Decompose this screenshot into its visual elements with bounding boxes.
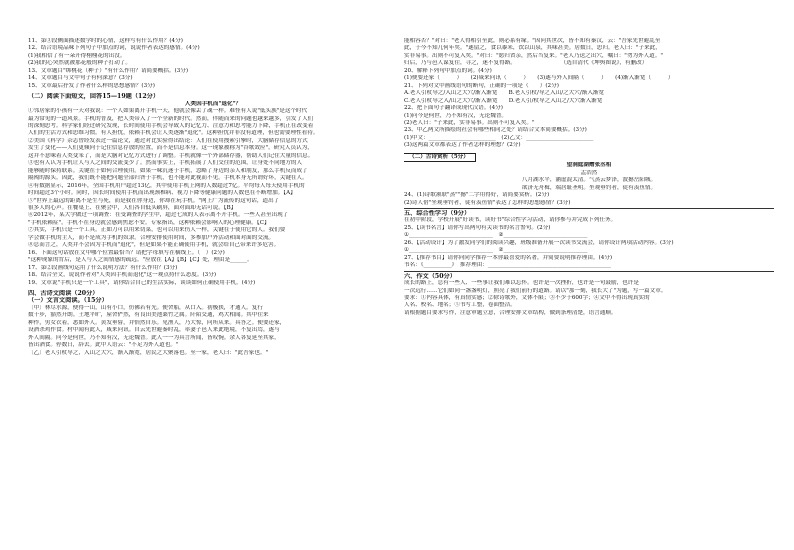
- right-line: (2)诗人借"坐观垂钓者，徒有羡鱼情"表达了怎样的思想感情？(3分): [404, 199, 571, 206]
- left-line: (2)我的心突然就被那花般的种子打动了。: [28, 60, 132, 67]
- left-line: ⑤"世界上最远的距离不是生与死，而是我在你身边，你却在玩手机。"网上广为流传的这句话，道出了: [28, 197, 280, 204]
- right-line: 归后，乃与邑人谋复往，寻之，迷不复得路。 （选自清代《坤舆图说》，有删改）: [404, 60, 648, 67]
- right-line: 五、综合性学习（9分）: [404, 209, 471, 217]
- left-line: ③也有人认为手机让人与人之间的交流变少了。然而事实上，手机拓展了人们交往的范围，让身处不同地方的人: [28, 160, 303, 167]
- left-line: 11、第③段侧面描述数学时的心情，这样写有什么作用？(4分): [28, 38, 183, 44]
- left-line: ②美国《科学》杂志曾经发表过一篇论文，通过对比实验得出结论：人们在使用搜索引擎时，大脑储存信息的方式: [28, 137, 308, 144]
- left-line: 16、下面这句话放在文中哪个位置最恰当？请把字母填写在横线上。（ ）(2分): [28, 249, 225, 256]
- right-line: A.老人引杖导之/入山之大穴/渐入渐宽 B.老人引杖/导之入山/之大穴/渐入渐宽: [404, 90, 605, 97]
- right-line: 一次远行……它们如同一盏盏明灯，照亮了我们前行的道路。请以"那一刻，我长大了"为题，写一篇文章。: [404, 287, 667, 294]
- right-line: (1)便要还家（ ） (2)咸来问讯（ ） (3)遂与外人间隔（ ） (4)渐入渐宽（ ）: [404, 75, 674, 82]
- right-line: 欲济无舟楫，端居耻圣明。坐观垂钓者，徒有羡鱼情。: [521, 184, 657, 191]
- left-line: 数十步，豁然开朗。土地平旷，屋舍俨然，有良田美池桑竹之属。阡陌交通，鸡犬相闻。其中往来: [28, 312, 269, 319]
- right-line: 孟浩然: [580, 169, 598, 176]
- left-line: 隔阂的源头。因此，我们既不能把问题全部归咎于手机，也不能对此视而不见。手机本身无所谓好坏，关键在人。: [28, 175, 308, 182]
- right-line: 成长的路上，总有一些人、一些事让我们难以忘怀。也许是一次挫折，也许是一句鼓励，也许是: [404, 280, 639, 287]
- right-line: 27、【推荐书目】请你向同学推荐一本你最喜爱的名著，并简要说明推荐理由。(4分): [404, 254, 613, 261]
- right-line: 此，于今不知几何年矣。"遂留之，食以黍米，饮以山泉，其味甚美。居数日，思归。老人曰："子来此，: [404, 45, 661, 52]
- right-line: 望洞庭湖赠张丞相: [566, 162, 612, 169]
- left-line: ⑥2012年，某大学做过一项调查：在受调查的学生中，超过七成的人表示离不开手机。一些人甚至出现了: [28, 212, 289, 219]
- left-column: [28, 38, 398, 357]
- right-line: (2)老人曰："子来此，实非易事。出则不可复入矣。": [404, 119, 535, 126]
- left-line: ①邻居家的小孩有一天对我说：一个人如果离开手机一天，他就会像丢了魂一样。难怪有人说"低头族"是这个时代: [28, 108, 308, 115]
- right-line: 六、作文（50分）: [404, 272, 456, 280]
- right-line: 21、下列对文中画线语句的断句，正确的一项是（ ）(2分): [404, 82, 559, 89]
- left-line: （二）阅读下面短文，回答15—19题（12分）: [28, 93, 160, 101]
- left-line: "这种现象的背后，是人与人之间情感的疏远。"应放在【A】【B】【C】处，理由是______。: [28, 257, 253, 264]
- left-line: ⑦其实，手机只是一个工具。正如刀可以用来切菜，也可以用来伤人一样，关键在于使用它的人。我们要: [28, 227, 286, 234]
- right-line: 书名：《__________》 推荐理由：____________________________________________: [404, 262, 611, 269]
- left-line: 学会做手机的主人，而不是成为手机的奴隶。合理安排使用时间，多参加户外活动和面对面的交流。: [28, 234, 275, 241]
- left-line: 最为常见的一道风景。手机的普及，把人类带入了一个全新的时代。然而，伴随而来的问题也越来越多，引发了人们: [28, 115, 314, 122]
- right-line: 22、把下面句子翻译成现代汉语。(4分): [404, 105, 503, 112]
- right-line: ①______________________________ ②______________________________: [404, 232, 588, 239]
- right-column: [404, 38, 774, 317]
- left-line: 人类因手机而"退化"？: [184, 100, 242, 107]
- left-line: 发生了变化——人们更倾向于记住信息存放的位置，而不是信息本身。这一现象被称为"谷歌效应"。研究人员认为，: [28, 145, 313, 152]
- left-line: 能够随时保持联系。关键在于如何合理使用。如果一味沉迷于手机，忽略了身边的亲人和朋友，那么手机反而成了: [28, 167, 308, 174]
- left-line: 人们的生活方式和思维习惯。有人担忧，依赖手机会让人类逐渐"退化"。这种担忧并非没有道理，但也需要理性看待。: [28, 130, 319, 137]
- left-line: 时间超过3个小时。同时，因长时间使用手机而出现颈椎病、视力下降等健康问题的人数也在不断增加。【A】: [28, 190, 296, 197]
- left-line: （一）文言文阅读。（15分）: [28, 297, 108, 305]
- left-line: 19、文章说"手机只是一个工具"，请你结合自己的生活实际，谈谈如何正确使用手机。(4分): [28, 279, 256, 286]
- right-line: (1)甲文：________________________ (2)乙文：________________________: [404, 134, 594, 141]
- left-line: 14、文章题目与文中句子有何深意？(3分): [28, 75, 133, 82]
- left-line: 四、古诗文阅读（20分）: [28, 289, 99, 297]
- right-line: 请根据题目要求写作，注意审题立意，合理安排文章结构，做到条理清楚，语言通顺。: [404, 309, 617, 316]
- right-line: 26、【活动设计】为了激发同学们的阅读兴趣，班级准备开展一次读书交流会，请你设计两项活动内容。(3分): [404, 239, 674, 246]
- right-line: 人名、校名、地名；⑤书写工整，卷面整洁。: [404, 302, 516, 309]
- left-line: 设酒杀鸡作食。村中闻有此人，咸来问讯。自云先世避秦时乱，率妻子邑人来此绝境，不复出焉，遂与: [28, 327, 280, 334]
- right-line: ①______________________________ ②______________________________: [404, 247, 588, 254]
- right-line: 要求：①内容具体，有真情实感；②除诗歌外，文体不限；③不少于600字；④文中不得出现真实的: [404, 294, 650, 301]
- left-line: 13、文章题目"绑桃花（种子）"有什么作用？请简要概括。(3分): [28, 67, 189, 74]
- left-line: "手机依赖症"，手机不在身边就会感到焦虑不安。专家指出，这种依赖会影响人的心理健康。【C】: [28, 219, 270, 226]
- right-line: 八月湖水平，涵虚混太清。气蒸云梦泽，波撼岳阳城。: [521, 177, 657, 184]
- right-line: [404, 153, 774, 162]
- left-line: 〔乙〕老人引杖导之，入山之大穴，渐入渐宽，居民之大聚落也。至一家，老人曰："此吾家也。": [28, 349, 269, 356]
- right-line: 25、【读书名言】请你写出两句有关读书的名言警句。(2分): [404, 224, 551, 231]
- left-line: 15、文章最后抒发了作者什么样的思想感情？(3分): [28, 82, 155, 89]
- left-line: (1)我相信了有一朵开得栩栩花的出没。: [28, 52, 126, 59]
- section-divider: [404, 271, 774, 272]
- left-line: 的深刻思考。科学家们经过研究发现，长时间使用手机会导致人的记忆力、注意力和思考能力下降，手机正在改变着: [28, 122, 314, 129]
- right-line: (3)这两篇文章都表达了作者怎样的理想？(2分): [404, 142, 521, 149]
- left-line: 种作，男女衣着，悉如外人。黄发垂髫，并怡然自乐。见渔人，乃大惊，问所从来。具答之。便要还家，: [28, 319, 286, 326]
- right-line: 能相容否？"对曰："老人得相引至此，则必系有缘。"因问其世次，皆不知有秦汉，云："吾家先世避乱至: [404, 38, 661, 44]
- left-line: 外人间隔。问今是何世，乃不知有汉，无论魏晋。此人一一为具言所闻，皆叹惋。余人各复延至其家，: [28, 334, 280, 341]
- right-line: 在初中阶段，学校开展"好读书，读好书"综合性学习活动，请你参与并完成下列任务。: [404, 217, 617, 224]
- left-line: 18、结合全文，说说作者对"人类因手机而退化"这一观点持什么态度。(3分): [28, 272, 217, 279]
- right-line: C.老人引杖导之入/山之大穴/渐入渐宽 D.老人引/杖导之入山之/大穴渐入渐宽: [404, 97, 603, 104]
- right-line: 24、(1)诗歌颔联"蒸""撼"二字用得好，请简要赏析。(2分): [404, 192, 550, 199]
- left-line: 17、第②段画线句运用了什么说明方法？有什么作用？(3分): [28, 264, 178, 271]
- section-divider: [404, 208, 774, 209]
- left-line: 12、结合语境品味下列句子中加点的词，说说作者表达的感情。(4分): [28, 45, 200, 52]
- right-boxed-heading: （二）古诗赏析（5分）: [404, 153, 476, 162]
- left-line: 〔甲〕林尽水源，便得一山，山有小口，仿佛若有光。便舍船，从口入。初极狭，才通人。复行: [28, 304, 263, 311]
- right-line: 20、解释下列句中加点的词。(4分): [404, 67, 492, 74]
- left-line: 皆出酒食。停数日，辞去。此中人语云："不足为外人道也。": [28, 342, 179, 349]
- left-line: 很多人的心声。在餐桌上、在聚会中，人们各自低头刷屏，面对面却无话可说。【B】: [28, 204, 237, 211]
- right-line: (1)问今是何世，乃不知有汉，无论魏晋。: [404, 112, 508, 119]
- left-line: ④有数据显示，2016年，全国手机用户超过13亿，其中使用手机上网的人数超过7亿。平均每人每天使用手机的: [28, 182, 305, 189]
- right-line: 实非易事。出则不可复入矣。"对曰："愿归省亲，然后当复来。"老人乃送之出穴，嘱曰："勿为外人道。": [404, 52, 663, 59]
- right-line: 23、甲乙两文所描绘的社会有哪些相同之处？请结合文本简要概括。(3分): [404, 127, 587, 134]
- left-line: ⑧总而言之，人类并不会因为手机而"退化"，但是如果不能正确使用手机，就会给自己带来许多危害。: [28, 242, 280, 249]
- left-line: 这并不意味着人类变笨了，而是大脑对记忆方式进行了调整。手机就像一个外部储存器，帮助人们记住大量的信息。: [28, 152, 314, 159]
